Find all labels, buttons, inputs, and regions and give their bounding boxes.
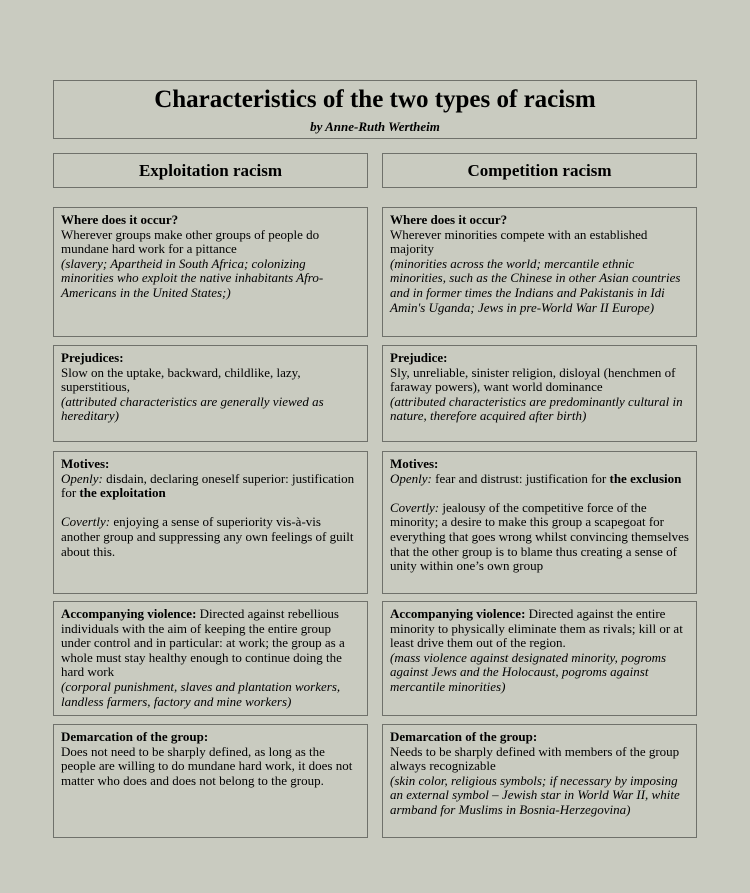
cell-heading: Accompanying violence: xyxy=(390,606,526,621)
cell-heading: Where does it occur? xyxy=(61,212,179,227)
openly-paragraph xyxy=(61,472,360,501)
cell-text: Directed against the entire minority to physically eliminate them as rivals; kill or at least drive them out of the region. xyxy=(390,606,683,651)
cell-text: Does not need to be sharply defined, as long as the people are willing to do mundane hard work, it does not matter who does and does not belong to the group. xyxy=(61,743,353,788)
cell-text: Sly, unreliable, sinister religion, disloyal (henchmen of faraway powers), want world dominance xyxy=(390,364,676,395)
cell-heading: Prejudice: xyxy=(390,350,448,365)
cell-heading: Demarcation of the group: xyxy=(61,729,209,744)
exploitation-prejudices-cell xyxy=(53,345,368,442)
competition-motives-cell xyxy=(382,451,697,594)
cell-heading: Motives: xyxy=(61,456,110,471)
cell-note: (attributed characteristics are predominantly cultural in nature, therefore acquired after birth) xyxy=(390,393,683,424)
cell-text: Wherever groups make other groups of people do mundane hard work for a pittance xyxy=(61,226,320,257)
exploitation-motives-cell xyxy=(53,451,368,594)
competition-demarcation-cell xyxy=(382,724,697,838)
column-heading-exploitation: Exploitation racism xyxy=(53,153,368,188)
openly-emphasis: the exploitation xyxy=(79,485,166,501)
covertly-text: jealousy of the competitive force of the minority; a desire to make this group a scapegoat for everything that goes wrong whilst convincing themselves that the other group is to blame thus creating a sense of unity within one’s own group xyxy=(390,499,689,574)
author-byline: by Anne-Ruth Wertheim xyxy=(310,119,440,134)
openly-label: Openly: xyxy=(61,470,103,486)
covertly-paragraph xyxy=(390,501,689,574)
cell-text: Directed against rebellious individuals with the aim of keeping the entire group under control and in particular: at work; the group as a whole must stay healthy enough to continue doing the hard work xyxy=(61,606,345,680)
openly-paragraph xyxy=(390,472,689,487)
page-title: Characteristics of the two types of racism xyxy=(154,86,596,113)
competition-where-cell xyxy=(382,207,697,337)
cell-text: Slow on the uptake, backward, childlike, lazy, superstitious, xyxy=(61,364,301,395)
cell-note: (slavery; Apartheid in South Africa; colonizing minorities who exploit the native inhabitants Afro-Americans in the United States;) xyxy=(61,255,324,300)
cell-note: (minorities across the world; mercantile ethnic minorities, such as the Chinese in other Asian countries and in former times the Indians and Pakistanis in Idi Amin's Uganda; Jews in pre-World War II Europe) xyxy=(390,255,681,315)
cell-heading: Demarcation of the group: xyxy=(390,729,538,744)
violence-paragraph xyxy=(61,607,360,680)
column-heading-competition: Competition racism xyxy=(382,153,697,188)
cell-heading: Prejudices: xyxy=(61,350,124,365)
openly-text: fear and distrust: justification for xyxy=(431,470,610,486)
cell-text: Wherever minorities compete with an established majority xyxy=(390,226,648,257)
cell-heading: Motives: xyxy=(390,456,439,471)
violence-paragraph xyxy=(390,607,689,651)
openly-label: Openly: xyxy=(390,470,432,486)
covertly-text: enjoying a sense of superiority vis-à-vis another group and suppressing any own feelings of guilt about this. xyxy=(61,514,354,559)
exploitation-violence-cell xyxy=(53,601,368,716)
covertly-paragraph xyxy=(61,515,360,559)
cell-note: (attributed characteristics are generally viewed as hereditary) xyxy=(61,393,324,424)
exploitation-demarcation-cell xyxy=(53,724,368,838)
cell-note: (mass violence against designated minority, pogroms against Jews and the Holocaust, pogroms against mercantile minorities) xyxy=(390,649,667,694)
cell-heading: Where does it occur? xyxy=(390,212,508,227)
title-box xyxy=(53,80,697,139)
openly-text: disdain, declaring oneself superior: justification for xyxy=(61,470,355,501)
cell-note: (corporal punishment, slaves and plantation workers, landless farmers, factory and mine workers) xyxy=(61,678,341,709)
covertly-label: Covertly: xyxy=(390,499,440,515)
competition-violence-cell xyxy=(382,601,697,716)
covertly-label: Covertly: xyxy=(61,514,111,530)
cell-text: Needs to be sharply defined with members of the group always recognizable xyxy=(390,743,680,774)
cell-note: (skin color, religious symbols; if necessary by imposing an external symbol – Jewish star in World War II, white armband for Muslims in Bosnia-Herzegovina) xyxy=(390,772,680,817)
exploitation-where-cell xyxy=(53,207,368,337)
cell-heading: Accompanying violence: xyxy=(61,606,197,621)
competition-prejudices-cell xyxy=(382,345,697,442)
openly-emphasis: the exclusion xyxy=(609,470,682,486)
